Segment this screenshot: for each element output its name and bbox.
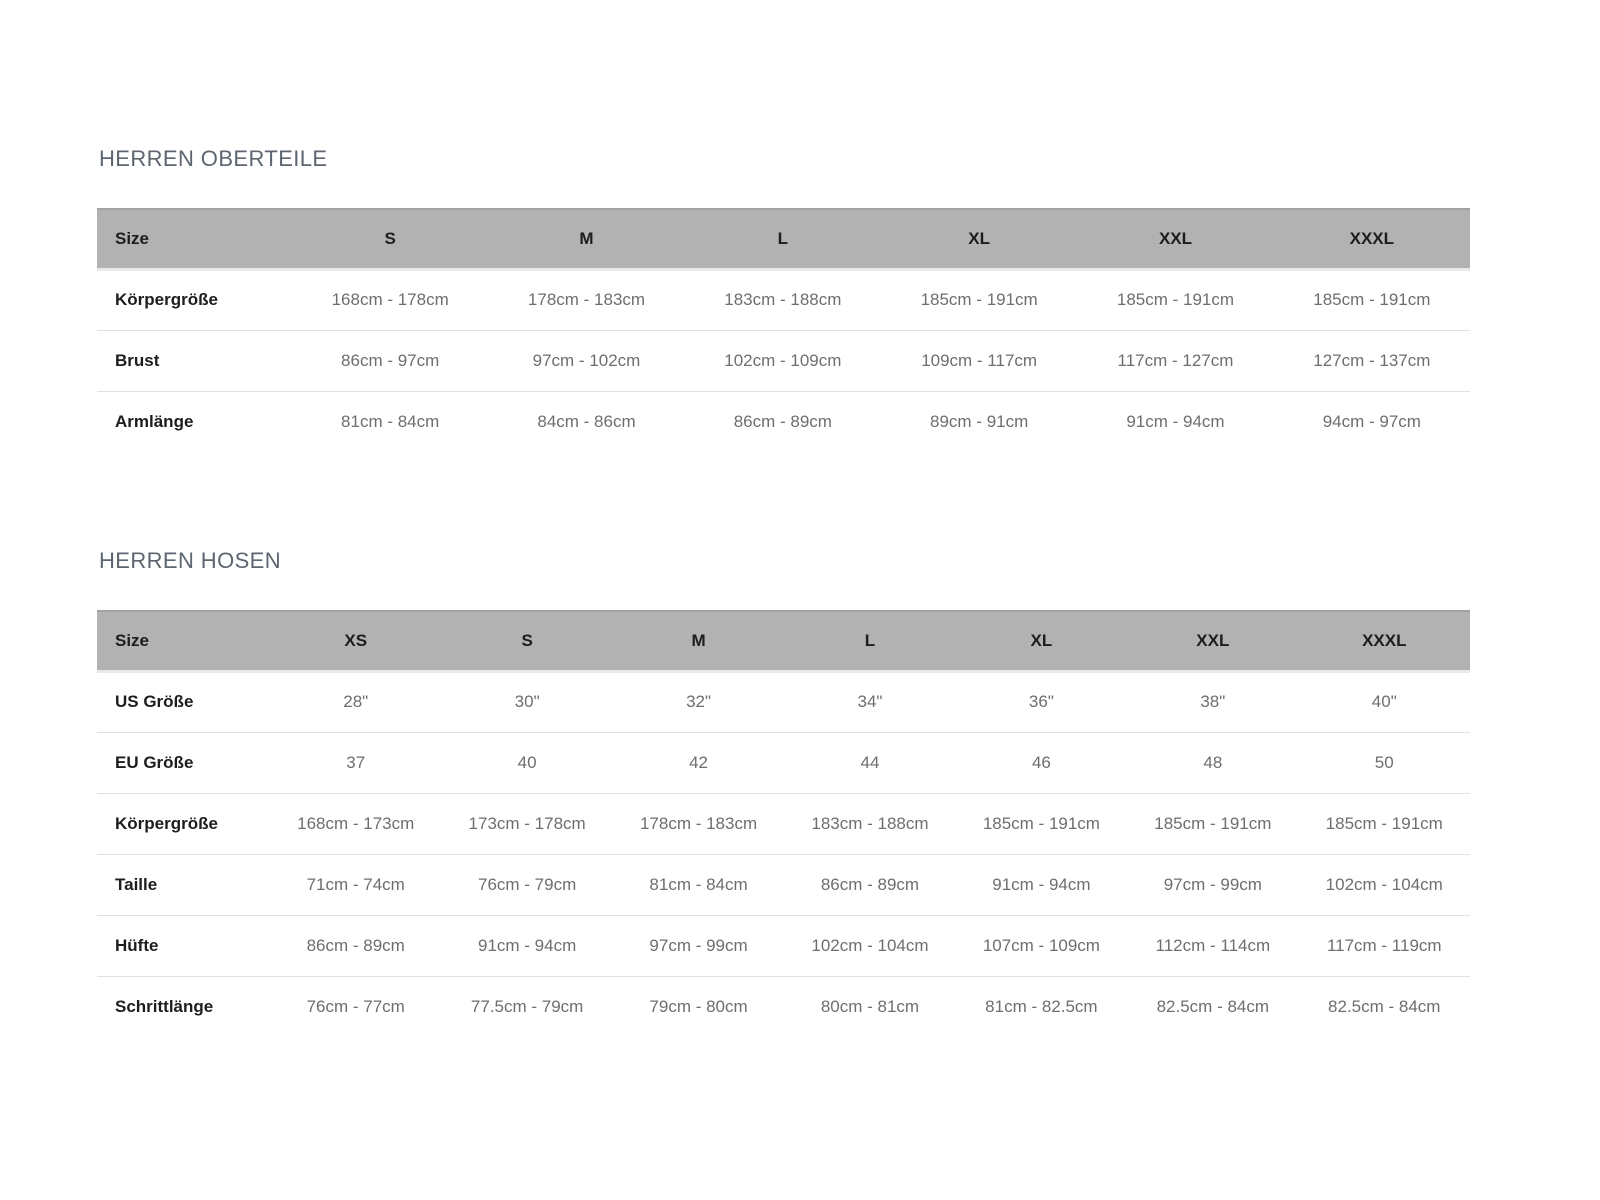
- row-label: EU Größe: [115, 752, 194, 772]
- section-title: HERREN OBERTEILE: [99, 146, 328, 171]
- column-header: XS: [270, 611, 441, 671]
- row-label: Hüfte: [115, 935, 159, 955]
- cell-value: 81cm - 84cm: [341, 411, 440, 431]
- cell-value: 76cm - 77cm: [306, 996, 405, 1016]
- column-header: Size: [97, 611, 270, 671]
- cell-value: 86cm - 89cm: [820, 874, 920, 894]
- cell-value: 71cm - 74cm: [306, 874, 405, 894]
- cell-value: 112cm - 114cm: [1155, 935, 1271, 955]
- cell-value: 48: [1203, 752, 1223, 772]
- header-row: [97, 611, 1470, 671]
- cell-value: 40: [517, 752, 537, 772]
- table-row: [97, 915, 1470, 976]
- cell-value: 77.5cm - 79cm: [470, 996, 584, 1016]
- cell-value: 102cm - 109cm: [724, 350, 842, 370]
- cell-value: 44: [860, 752, 880, 772]
- column-header: Size: [97, 209, 292, 269]
- cell-value: 86cm - 89cm: [733, 411, 832, 431]
- cell-value: 127cm - 137cm: [1313, 350, 1431, 370]
- column-header: XL: [881, 209, 1077, 269]
- column-header: XXL: [1127, 611, 1298, 671]
- cell-value: 89cm - 91cm: [930, 411, 1029, 431]
- cell-value: 86cm - 89cm: [306, 935, 405, 955]
- row-label: Brust: [115, 350, 160, 370]
- cell-value: 168cm - 173cm: [297, 813, 415, 833]
- cell-value: 84cm - 86cm: [537, 411, 636, 431]
- column-header: XXXL: [1299, 611, 1470, 671]
- cell-value: 117cm - 119cm: [1326, 935, 1442, 955]
- cell-value: 173cm - 178cm: [468, 813, 586, 833]
- cell-value: 185cm - 191cm: [920, 290, 1038, 309]
- cell-value: 91cm - 94cm: [1126, 411, 1225, 431]
- size-table-hosen: [97, 610, 1470, 1037]
- cell-value: 178cm - 183cm: [527, 290, 646, 309]
- cell-value: 117cm - 127cm: [1117, 350, 1234, 370]
- table-row: [97, 671, 1470, 732]
- cell-value: 80cm - 81cm: [820, 996, 920, 1016]
- column-header: M: [613, 611, 784, 671]
- section-herren-oberteile: [97, 146, 1470, 452]
- cell-value: 37: [346, 752, 366, 772]
- cell-value: 183cm - 188cm: [811, 813, 929, 833]
- cell-value: 102cm - 104cm: [1325, 874, 1443, 894]
- column-header: L: [685, 209, 881, 269]
- cell-value: 76cm - 79cm: [478, 874, 577, 894]
- cell-value: 97cm - 99cm: [649, 935, 748, 955]
- cell-value: 46: [1031, 752, 1051, 772]
- cell-value: 32": [686, 692, 712, 711]
- cell-value: 185cm - 191cm: [1154, 813, 1272, 833]
- row-label: Armlänge: [115, 411, 194, 431]
- table-row: [97, 391, 1470, 452]
- cell-value: 178cm - 183cm: [639, 813, 758, 833]
- table-row: [97, 269, 1470, 330]
- cell-value: 91cm - 94cm: [992, 874, 1091, 894]
- cell-value: 50: [1374, 752, 1394, 772]
- row-label: Körpergröße: [115, 813, 218, 833]
- cell-value: 183cm - 188cm: [724, 290, 842, 309]
- row-label: Schrittlänge: [115, 996, 214, 1016]
- column-header: S: [441, 611, 612, 671]
- cell-value: 34": [857, 692, 883, 711]
- row-label: Körpergröße: [115, 290, 218, 309]
- cell-value: 97cm - 99cm: [1163, 874, 1262, 894]
- cell-value: 185cm - 191cm: [1116, 290, 1235, 309]
- cell-value: 38": [1200, 692, 1226, 711]
- column-header: L: [784, 611, 955, 671]
- cell-value: 107cm - 109cm: [982, 935, 1100, 955]
- header-row: [97, 209, 1470, 269]
- column-header: XL: [956, 611, 1127, 671]
- cell-value: 42: [689, 752, 709, 772]
- column-header: XXL: [1077, 209, 1273, 269]
- table-row: [97, 976, 1470, 1037]
- cell-value: 79cm - 80cm: [649, 996, 748, 1016]
- cell-value: 36": [1028, 692, 1054, 711]
- table-row: [97, 793, 1470, 854]
- column-header: S: [292, 209, 488, 269]
- cell-value: 82.5cm - 84cm: [1328, 996, 1441, 1016]
- cell-value: 97cm - 102cm: [532, 350, 641, 370]
- cell-value: 82.5cm - 84cm: [1156, 996, 1270, 1016]
- cell-value: 40": [1371, 692, 1397, 711]
- cell-value: 28": [343, 692, 369, 711]
- cell-value: 81cm - 82.5cm: [985, 996, 1098, 1016]
- row-label: US Größe: [115, 692, 194, 711]
- cell-value: 94cm - 97cm: [1322, 411, 1421, 431]
- column-header: M: [488, 209, 684, 269]
- table-row: [97, 732, 1470, 793]
- cell-value: 168cm - 178cm: [331, 290, 449, 309]
- row-label: Taille: [115, 874, 158, 894]
- cell-value: 91cm - 94cm: [478, 935, 577, 955]
- cell-value: 185cm - 191cm: [982, 813, 1100, 833]
- section-title: HERREN HOSEN: [99, 548, 282, 573]
- table-row: [97, 854, 1470, 915]
- cell-value: 102cm - 104cm: [811, 935, 929, 955]
- table-row: [97, 330, 1470, 391]
- cell-value: 81cm - 84cm: [649, 874, 748, 894]
- size-table-oberteile: [97, 208, 1470, 452]
- section-herren-hosen: [97, 548, 1470, 1037]
- cell-value: 185cm - 191cm: [1325, 813, 1443, 833]
- cell-value: 86cm - 97cm: [341, 350, 440, 370]
- cell-value: 109cm - 117cm: [921, 350, 1038, 370]
- column-header: XXXL: [1274, 209, 1470, 269]
- cell-value: 30": [514, 692, 540, 711]
- cell-value: 185cm - 191cm: [1313, 290, 1431, 309]
